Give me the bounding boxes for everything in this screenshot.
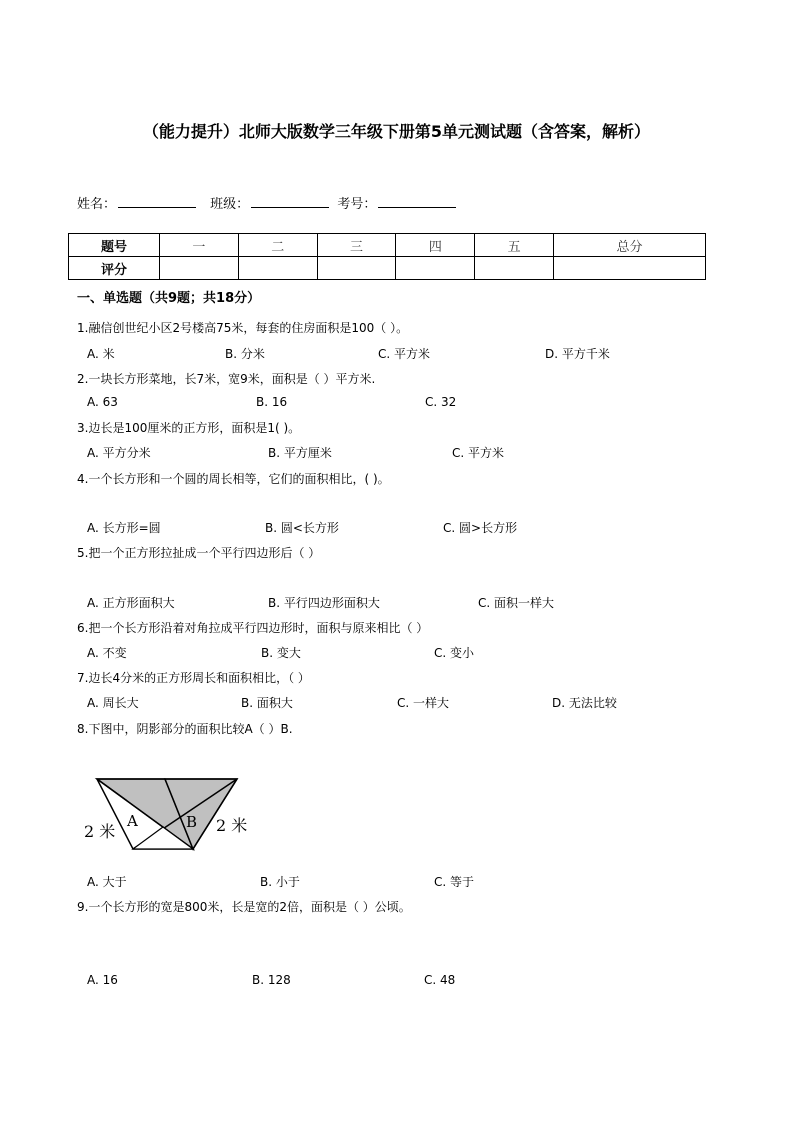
option-a[interactable]: A. 周长大 — [87, 696, 139, 710]
score-header-cell: 一 — [160, 234, 239, 257]
option-b[interactable]: B. 小于 — [260, 875, 300, 889]
option-c[interactable]: C. 平方米 — [452, 446, 505, 460]
score-cell[interactable] — [160, 257, 239, 280]
option-c[interactable]: C. 平方米 — [378, 347, 431, 361]
option-c[interactable]: C. 32 — [425, 395, 457, 409]
figure-left-dimension: 2 米 — [84, 822, 116, 841]
option-a[interactable]: A. 16 — [87, 973, 118, 987]
option-c[interactable]: C. 面积一样大 — [478, 596, 555, 610]
score-cell[interactable] — [396, 257, 475, 280]
option-c[interactable]: C. 48 — [424, 973, 456, 987]
score-row-label: 评分 — [69, 257, 160, 280]
page-title: （能力提升）北师大版数学三年级下册第5单元测试题（含答案，解析） — [142, 122, 651, 141]
question-1: 1.融信创世纪小区2号楼高75米，每套的住房面积是100（ ）。 — [77, 321, 409, 335]
option-c[interactable]: C. 等于 — [434, 875, 475, 889]
score-header-cell: 题号 — [69, 234, 160, 257]
score-table-score-row — [69, 257, 706, 280]
score-header-cell: 三 — [317, 234, 396, 257]
option-c[interactable]: C. 变小 — [434, 646, 475, 660]
option-c[interactable]: C. 一样大 — [397, 696, 450, 710]
question-8: 8.下图中，阴影部分的面积比较A（ ）B. — [77, 722, 293, 736]
option-a[interactable]: A. 63 — [87, 395, 118, 409]
figure-label-b: B — [186, 813, 198, 831]
option-b[interactable]: B. 平方厘米 — [268, 446, 332, 460]
option-b[interactable]: B. 圆<长方形 — [265, 521, 339, 535]
number-label: 考号： — [337, 197, 377, 212]
option-b[interactable]: B. 变大 — [261, 646, 301, 660]
class-blank[interactable] — [251, 194, 329, 208]
question-9: 9.一个长方形的宽是800米，长是宽的2倍，面积是（ ）公顷。 — [77, 900, 411, 914]
option-a[interactable]: A. 平方分米 — [87, 446, 151, 460]
option-b[interactable]: B. 128 — [252, 973, 291, 987]
question-7: 7.边长4分米的正方形周长和面积相比，（ ） — [77, 671, 310, 685]
score-header-cell: 总分 — [554, 234, 706, 257]
question-2: 2.一块长方形菜地，长7米，宽9米，面积是（ ）平方米. — [77, 372, 376, 386]
class-label: 班级： — [210, 197, 250, 212]
option-a[interactable]: A. 米 — [87, 347, 115, 361]
score-cell[interactable] — [554, 257, 706, 280]
question-6: 6.把一个长方形沿着对角拉成平行四边形时，面积与原来相比（ ） — [77, 621, 429, 635]
score-header-cell: 五 — [475, 234, 554, 257]
student-info — [77, 193, 460, 212]
option-b[interactable]: B. 平行四边形面积大 — [268, 596, 380, 610]
figure-label-a: A — [127, 812, 138, 830]
question-4: 4.一个长方形和一个圆的周长相等，它们的面积相比，( )。 — [77, 472, 390, 486]
score-cell[interactable] — [238, 257, 317, 280]
name-blank[interactable] — [118, 194, 196, 208]
option-d[interactable]: D. 平方千米 — [545, 347, 610, 361]
score-header-cell: 二 — [238, 234, 317, 257]
option-a[interactable]: A. 大于 — [87, 875, 127, 889]
score-table-header-row — [69, 234, 706, 257]
option-b[interactable]: B. 分米 — [225, 347, 265, 361]
name-label: 姓名： — [77, 197, 117, 212]
question-5: 5.把一个正方形拉扯成一个平行四边形后（ ） — [77, 546, 321, 560]
option-a[interactable]: A. 正方形面积大 — [87, 596, 175, 610]
score-cell[interactable] — [475, 257, 554, 280]
option-a[interactable]: A. 长方形=圆 — [87, 521, 161, 535]
option-b[interactable]: B. 16 — [256, 395, 288, 409]
score-table — [68, 233, 706, 280]
number-blank[interactable] — [378, 194, 456, 208]
option-d[interactable]: D. 无法比较 — [552, 696, 617, 710]
option-c[interactable]: C. 圆>长方形 — [443, 521, 518, 535]
score-cell[interactable] — [317, 257, 396, 280]
option-b[interactable]: B. 面积大 — [241, 696, 293, 710]
question-3: 3.边长是100厘米的正方形，面积是1( )。 — [77, 421, 301, 435]
option-a[interactable]: A. 不变 — [87, 646, 127, 660]
figure-right-dimension: 2 米 — [216, 816, 248, 835]
score-header-cell: 四 — [396, 234, 475, 257]
section-heading: 一、单选题（共9题；共18分） — [77, 291, 261, 306]
